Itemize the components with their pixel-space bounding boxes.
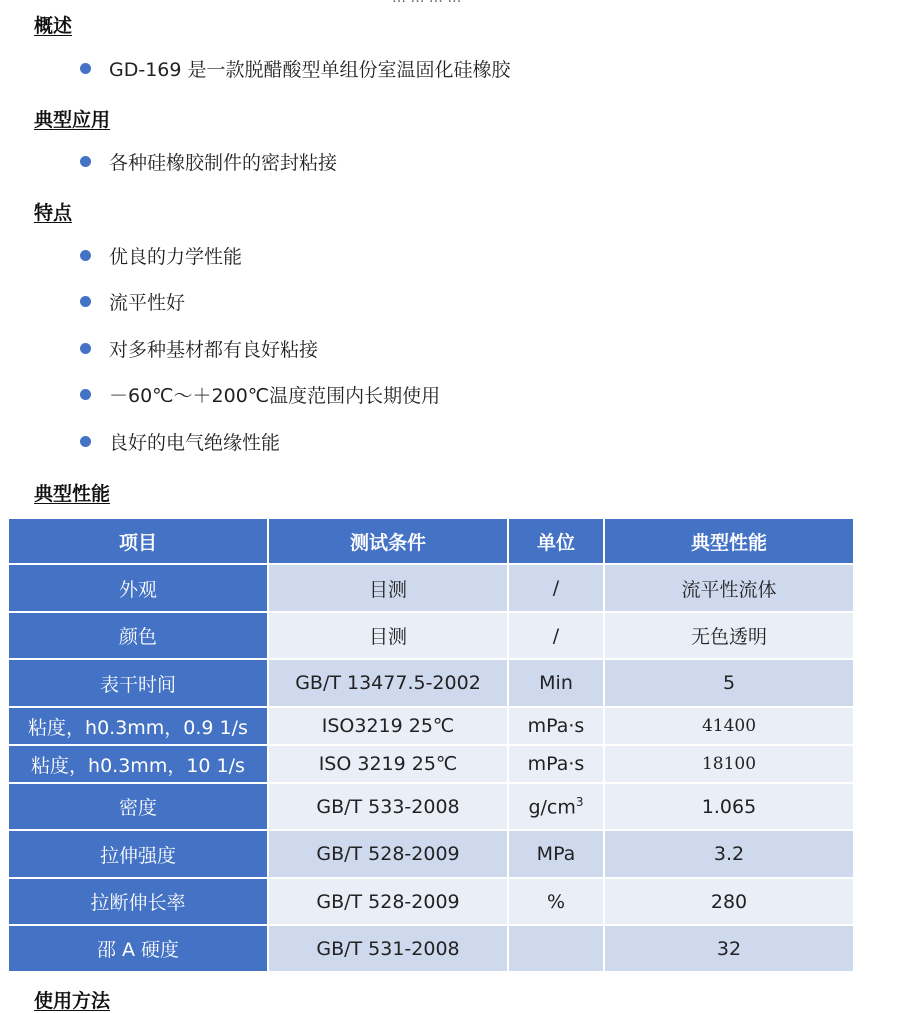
cell-value: 280 — [604, 878, 854, 925]
table-row — [8, 659, 854, 707]
table-row — [8, 783, 854, 830]
list-item: －60℃～＋200℃温度范围内长期使用 — [80, 384, 440, 408]
cell-unit: % — [508, 878, 604, 925]
cell-value: 32 — [604, 925, 854, 972]
cell-condition: GB/T 531-2008 — [268, 925, 508, 972]
table-row — [8, 612, 854, 659]
cell-item: 拉伸强度 — [8, 830, 268, 878]
table-row — [8, 925, 854, 972]
list-item: 流平性好 — [80, 291, 185, 315]
list-item: 对多种基材都有良好粘接 — [80, 338, 318, 362]
cell-value: 41400 — [604, 707, 854, 745]
cell-unit: MPa — [508, 830, 604, 878]
section-heading-usage: 使用方法 — [34, 990, 111, 1012]
cell-item: 拉断伸长率 — [8, 878, 268, 925]
table-row — [8, 878, 854, 925]
table-row — [8, 564, 854, 612]
header-condition: 测试条件 — [268, 518, 508, 564]
bullet-icon — [80, 343, 91, 354]
bullet-icon — [80, 250, 91, 261]
bullet-icon — [80, 63, 91, 74]
cell-condition: ISO3219 25℃ — [268, 707, 508, 745]
bullet-icon — [80, 296, 91, 307]
table-row — [8, 830, 854, 878]
cell-item: 粘度，h0.3mm，0.9 1/s — [8, 707, 268, 745]
cell-value: 18100 — [604, 745, 854, 783]
cell-unit — [508, 925, 604, 972]
section-heading-performance: 典型性能 — [34, 483, 111, 505]
section-heading-applications: 典型应用 — [34, 109, 111, 131]
cell-value: 3.2 — [604, 830, 854, 878]
list-item: 优良的力学性能 — [80, 245, 242, 269]
cell-condition: 目测 — [268, 612, 508, 659]
section-heading-overview: 概述 — [34, 15, 73, 37]
cell-item: 外观 — [8, 564, 268, 612]
cell-item: 邵 A 硬度 — [8, 925, 268, 972]
bullet-icon — [80, 389, 91, 400]
cell-unit: / — [508, 612, 604, 659]
cell-item: 密度 — [8, 783, 268, 830]
header-unit: 单位 — [508, 518, 604, 564]
cell-unit: mPa·s — [508, 745, 604, 783]
bullet-icon — [80, 156, 91, 167]
bullet-icon — [80, 436, 91, 447]
header-item: 项目 — [8, 518, 268, 564]
header-value: 典型性能 — [604, 518, 854, 564]
cell-condition: GB/T 528-2009 — [268, 878, 508, 925]
cell-item: 颜色 — [8, 612, 268, 659]
table-header-row — [8, 518, 854, 564]
table-row — [8, 707, 854, 745]
cell-condition: GB/T 533-2008 — [268, 783, 508, 830]
cell-unit: $g/cm^3$ — [508, 783, 604, 830]
performance-table — [7, 517, 855, 973]
table-row — [8, 745, 854, 783]
cell-condition: GB/T 528-2009 — [268, 830, 508, 878]
cell-value: 流平性流体 — [604, 564, 854, 612]
cell-unit: mPa·s — [508, 707, 604, 745]
cell-item: 表干时间 — [8, 659, 268, 707]
cell-condition: 目测 — [268, 564, 508, 612]
cell-value: 5 — [604, 659, 854, 707]
list-item: GD-169 是一款脱醋酸型单组份室温固化硅橡胶 — [80, 58, 511, 82]
cell-condition: GB/T 13477.5-2002 — [268, 659, 508, 707]
section-heading-features: 特点 — [34, 202, 73, 224]
cut-off-header-fragment — [392, 0, 461, 6]
cell-value: 1.065 — [604, 783, 854, 830]
list-item: 各种硅橡胶制件的密封粘接 — [80, 151, 337, 175]
cell-value: 无色透明 — [604, 612, 854, 659]
cell-item: 粘度，h0.3mm，10 1/s — [8, 745, 268, 783]
list-item: 良好的电气绝缘性能 — [80, 431, 280, 455]
cell-condition: ISO 3219 25℃ — [268, 745, 508, 783]
cell-unit: Min — [508, 659, 604, 707]
cell-unit: / — [508, 564, 604, 612]
